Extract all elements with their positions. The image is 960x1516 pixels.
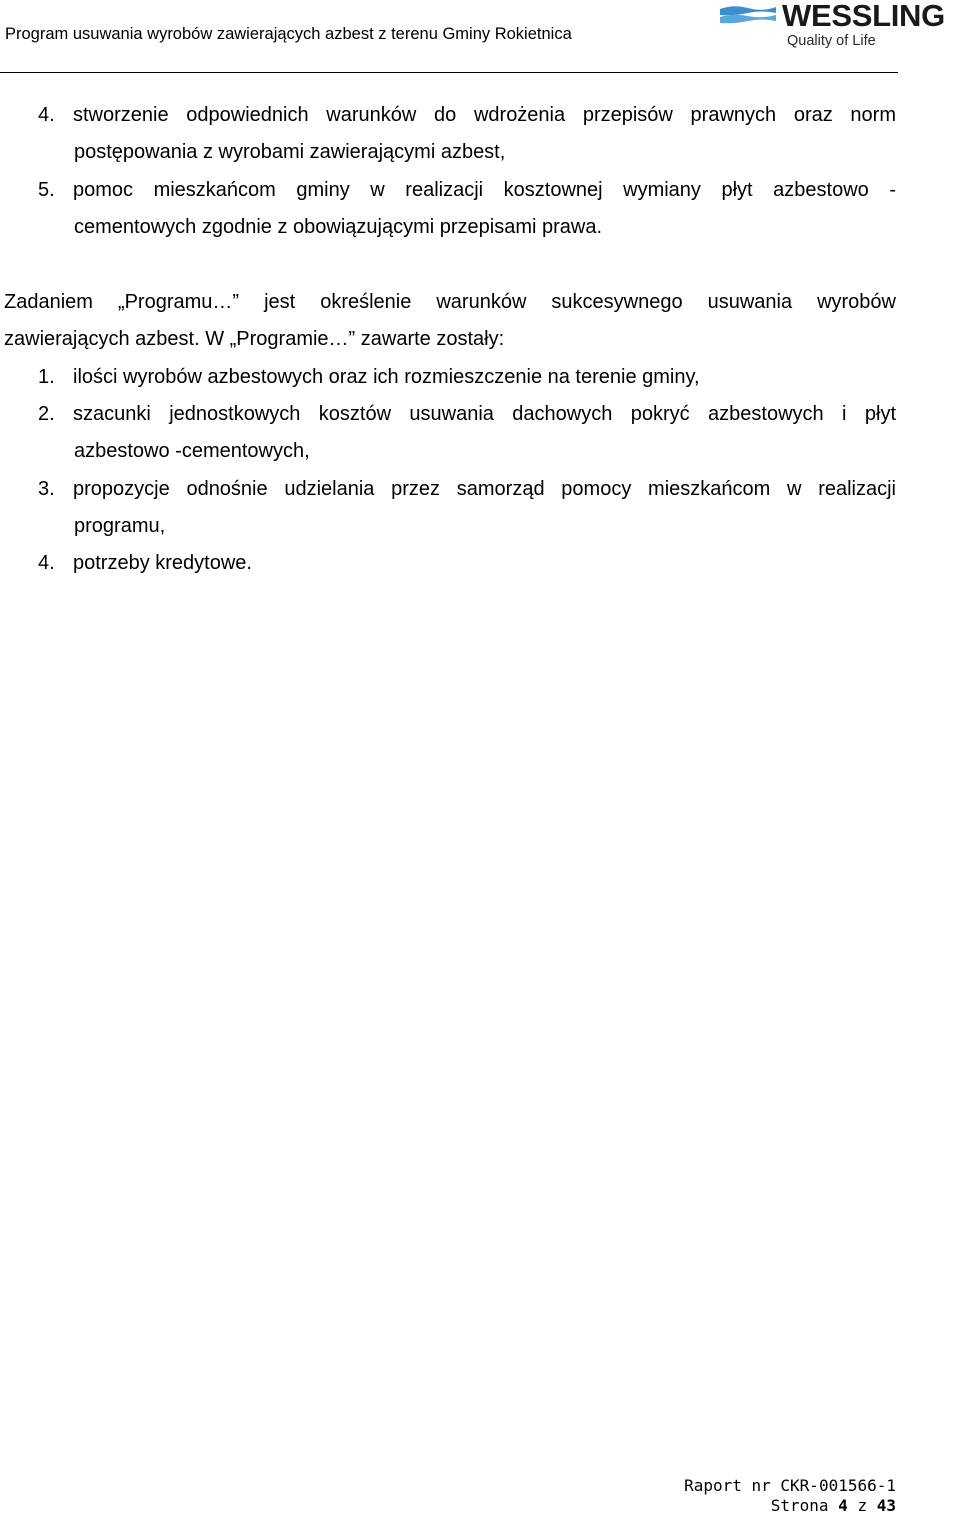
page-indicator [684, 1496, 896, 1516]
list-item-text: potrzeby kredytowe. [73, 552, 252, 574]
document-title: Program usuwania wyrobów zawierających azbest z terenu Gminy Rokietnica [5, 25, 572, 43]
list-item-text: postępowania z wyrobami zawierającymi azbest, [74, 141, 506, 163]
list-item-number: 1. [38, 366, 55, 388]
report-number: Raport nr CKR-001566-1 [684, 1476, 896, 1495]
list-item-number: 4. [38, 552, 55, 574]
list-item-text: propozycje odnośnie udzielania przez samorząd pomocy mieszkańcom w realizacji [73, 478, 896, 500]
wessling-logo [718, 0, 960, 55]
list-item-number: 2. [38, 403, 55, 425]
page-header [0, 0, 960, 75]
list-item-number: 3. [38, 478, 55, 500]
logo-name: WESSLING [782, 0, 945, 33]
page-of: z [857, 1496, 868, 1515]
list-item-text: pomoc mieszkańcom gminy w realizacji kosztownej wymiany płyt azbestowo - [73, 179, 896, 201]
logo-tagline: Quality of Life [787, 33, 876, 49]
list-item-text: stworzenie odpowiednich warunków do wdrożenia przepisów prawnych oraz norm [73, 104, 896, 126]
list-item-text: azbestowo -cementowych, [74, 440, 310, 462]
list-item-text: cementowych zgodnie z obowiązującymi przepisami prawa. [74, 216, 603, 238]
paragraph-text: zawierających azbest. W „Programie…” zawarte zostały: [4, 328, 505, 350]
header-divider [0, 72, 898, 73]
list-item-text: ilości wyrobów azbestowych oraz ich rozmieszczenie na terenie gminy, [73, 366, 700, 388]
wave-logo-icon [720, 4, 776, 26]
list-item-number: 4. [38, 104, 55, 126]
page-current: 4 [838, 1496, 848, 1515]
list-item-text: programu, [74, 515, 166, 537]
page-footer [684, 1476, 896, 1516]
list-item-number: 5. [38, 179, 55, 201]
page-total: 43 [876, 1496, 896, 1515]
page-prefix: Strona [770, 1496, 829, 1515]
paragraph-text: Zadaniem „Programu…” jest określenie warunków sukcesywnego usuwania wyrobów [4, 291, 896, 313]
list-item-text: szacunki jednostkowych kosztów usuwania dachowych pokryć azbestowych i płyt [73, 403, 896, 425]
